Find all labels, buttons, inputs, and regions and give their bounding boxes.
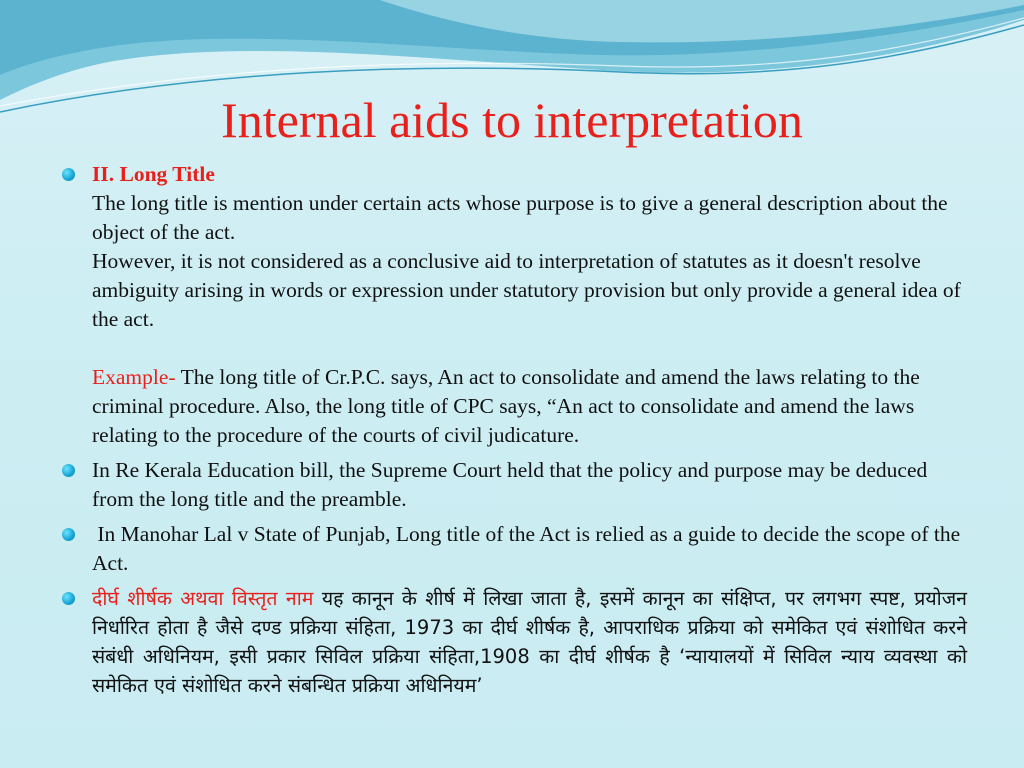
bullet-icon [62, 168, 75, 181]
bullet-icon [62, 464, 75, 477]
slide-title: Internal aids to interpretation [221, 92, 803, 148]
hindi-body: यह कानून के शीर्ष में लिखा जाता है, इसमें कानून का संक्षिप्त, पर लगभग स्पष्ट, प्रयोजन निर्धारित होता है जैसे दण्ड प्रक्रिया संहिता, 1973 का दीर्घ शीर्षक है, आपराधिक प्रक्रिया को समेकित एवं संशोधित करने संबंधी अधिनियम, इसी प्रकार सिविल प्रक्रिया संहिता,1908 का दीर्घ शीर्षक है ‘न्यायालयों में सिविल न्याय व्यवस्था को समेकित एवं संशोधित करने संबन्धित प्रक्रिया अधिनियम’ [92, 587, 967, 697]
slide-content [62, 160, 967, 706]
bullet-kerala-education [62, 456, 967, 514]
bullet-manohar-lal [62, 520, 967, 578]
bullet-text: In Re Kerala Education bill, the Supreme Court held that the policy and purpose may be deduced from the long title and the preamble. [92, 458, 928, 511]
bullet-paragraph: The long title is mention under certain acts whose purpose is to give a general description about the object of the act. [92, 191, 948, 244]
example-paragraph [92, 363, 967, 450]
example-label: Example- [92, 365, 176, 389]
bullet-heading: II. Long Title [92, 162, 215, 186]
bullet-text: In Manohar Lal v State of Punjab, Long title of the Act is relied as a guide to decide the scope of the Act. [92, 522, 965, 575]
bullet-long-title [62, 160, 967, 450]
bullet-hindi-text [92, 584, 967, 700]
bullet-icon [62, 592, 75, 605]
bullet-hindi [62, 584, 967, 700]
bullet-paragraph: However, it is not considered as a conclusive aid to interpretation of statutes as it doesn't resolve ambiguity arising in words or expression under statutory provision but only provide a general idea of the act. [92, 249, 961, 331]
example-text: The long title of Cr.P.C. says, An act to consolidate and amend the laws relating to the criminal procedure. Also, the long title of CPC says, “An act to consolidate and amend the laws relating to the procedure of the courts of civil judicature. [92, 365, 920, 447]
bullet-icon [62, 528, 75, 541]
hindi-label: दीर्घ शीर्षक अथवा विस्तृत नाम [92, 587, 314, 610]
